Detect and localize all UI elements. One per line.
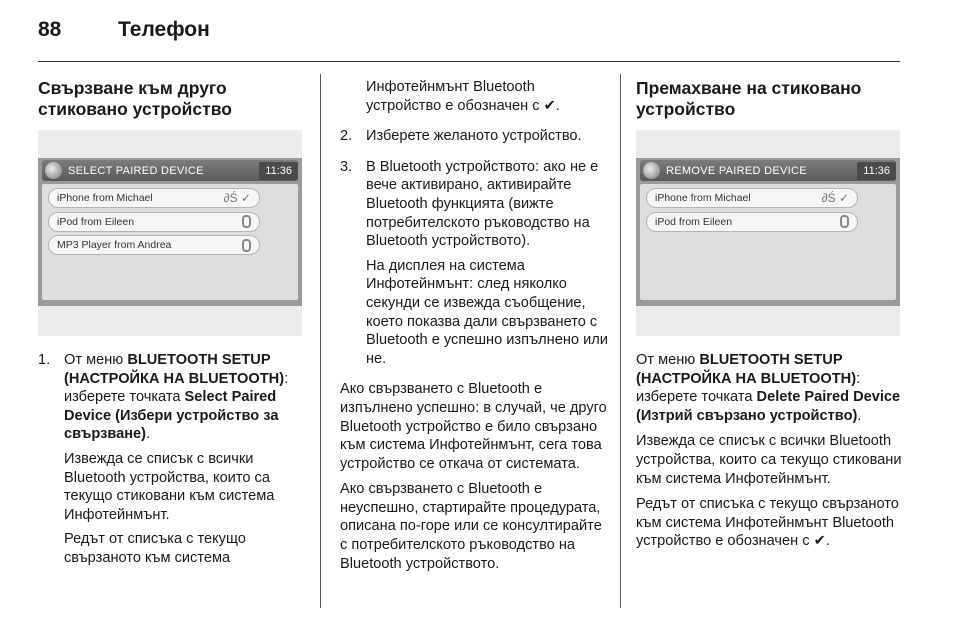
section-title-remove: Премахване на стиковано устройство bbox=[636, 78, 862, 119]
success-paragraph: Ако свързването с Bluetooth е изпълнено успешно: в случай, че друго Bluetooth устройство е било свързано към система Инфотейнмънт, сега това устройство се откача от системата. bbox=[340, 381, 607, 472]
screen-title-bar bbox=[42, 160, 298, 181]
connected-check-icon: ∂Ś ✓ bbox=[223, 191, 251, 205]
page-header bbox=[38, 18, 210, 48]
screen-frame bbox=[636, 158, 900, 306]
section-title-connect: Свързване към друго стиковано устройство bbox=[38, 78, 232, 119]
list-item[interactable]: iPhone from Michael ∂Ś ✓ bbox=[646, 188, 858, 208]
chapter-title: Телефон bbox=[118, 18, 210, 41]
screen-clock: 11:36 bbox=[857, 162, 896, 180]
connected-check-icon: ∂Ś ✓ bbox=[821, 191, 849, 205]
step-3: 3. В Bluetooth устройството: ако не е вече активирано, активирайте Bluetooth функцията (вижте потребителското ръководство на Bluetooth устройството). На дисплея на система Инфотейнмънт: след няколко секунди се извежда съобщение, което показва дали свързването с Bluetooth е успешно изпълнено или не. bbox=[340, 158, 608, 367]
disc-icon bbox=[45, 162, 62, 179]
middle-column bbox=[340, 78, 608, 580]
page-number: 88 bbox=[38, 18, 62, 41]
select-paired-device-screen bbox=[38, 130, 302, 336]
column-divider-2 bbox=[620, 74, 621, 608]
left-steps bbox=[38, 351, 304, 580]
device-list bbox=[42, 184, 298, 300]
list-item[interactable]: iPhone from Michael ∂Ś ✓ bbox=[48, 188, 260, 208]
phone-icon bbox=[242, 239, 251, 252]
list-item[interactable]: iPod from Eileen bbox=[48, 212, 260, 232]
header-rule bbox=[38, 61, 900, 62]
right-body: От меню BLUETOOTH SETUP (НАСТРОЙКА НА BLUETOOTH): изберете точката Delete Paired Device (Изтрий свързано устройство). Извежда се списък с всички Bluetooth устройства, които са текущо стиковани към система Инфотейнмънт. Редът от списъка с текущо свързаното към система Инфотейнмънт Bluetooth устройство е обозначен с ✔. bbox=[636, 352, 902, 550]
failure-paragraph: Ако свързването с Bluetooth е неуспешно, стартирайте процедурата, описана по-горе или се консултирайте с потребителското ръководство на Bluetooth устройството. bbox=[340, 481, 602, 572]
list-item[interactable]: MP3 Player from Andrea bbox=[48, 235, 260, 255]
column-divider-1 bbox=[320, 74, 321, 608]
device-list bbox=[640, 184, 896, 300]
step-1: 1. От меню BLUETOOTH SETUP (НАСТРОЙКА НА BLUETOOTH): изберете точката Select Paired Device (Избери устройство за свързване). Извежда се списък с всички Bluetooth устройства, които са текущо стиковани към система Инфотейнмънт. Редът от списъка с текущо свързаното към система bbox=[38, 352, 289, 566]
step-2: 2. Изберете желаното устройство. bbox=[340, 128, 582, 145]
right-column bbox=[636, 78, 902, 120]
screen-title-bar bbox=[640, 160, 896, 181]
screen-clock: 11:36 bbox=[259, 162, 298, 180]
list-item[interactable]: iPod from Eileen bbox=[646, 212, 858, 232]
screen-title: REMOVE PAIRED DEVICE bbox=[666, 164, 807, 177]
screen-frame bbox=[38, 158, 302, 306]
left-column bbox=[38, 78, 304, 120]
phone-icon bbox=[840, 215, 849, 228]
disc-icon bbox=[643, 162, 660, 179]
step-1-continued: Инфотейнмънт Bluetooth устройство е обозначен с ✔. bbox=[366, 79, 560, 114]
screen-title: SELECT PAIRED DEVICE bbox=[68, 164, 204, 177]
phone-icon bbox=[242, 215, 251, 228]
remove-paired-device-screen bbox=[636, 130, 900, 336]
